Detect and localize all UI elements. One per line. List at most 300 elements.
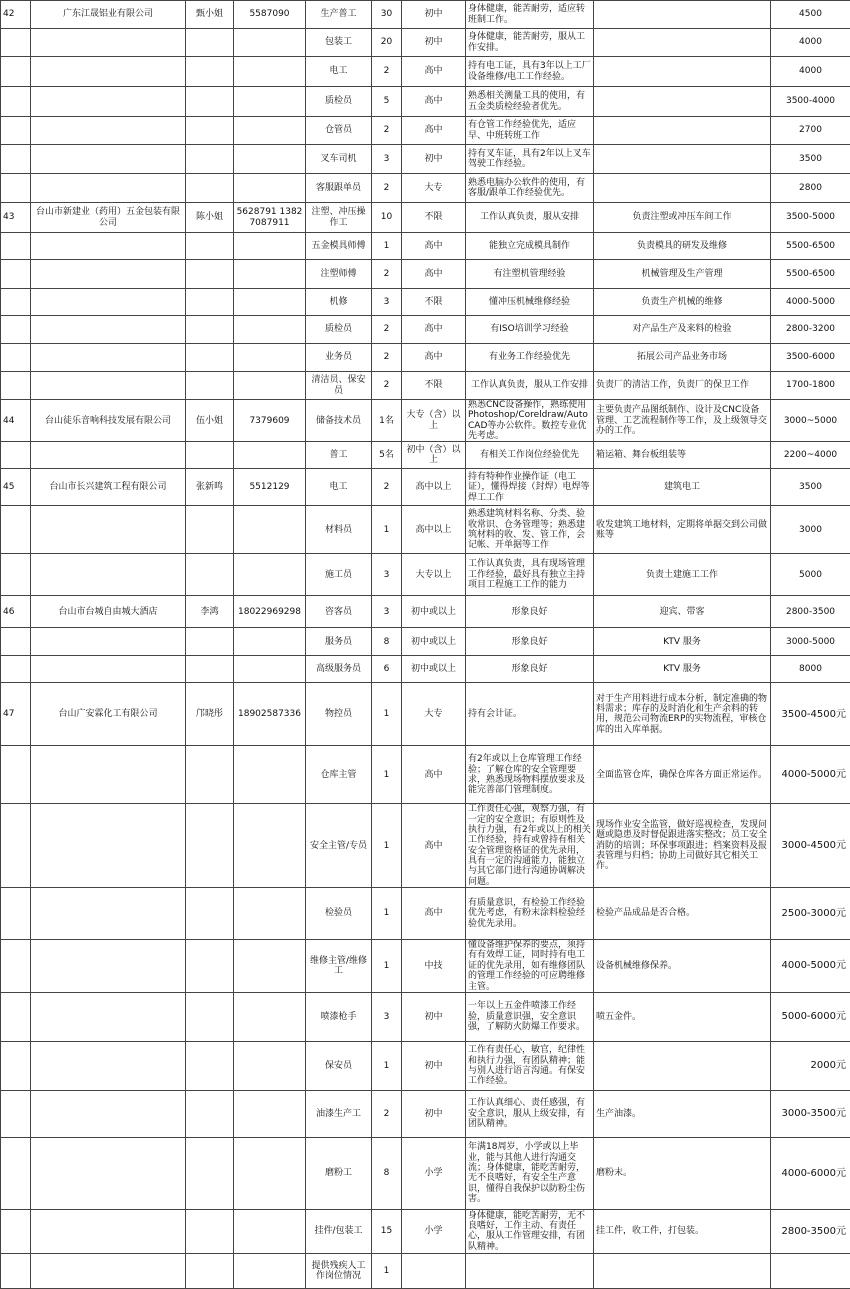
position-cell: 注塑、冲压操作工 <box>306 203 372 233</box>
headcount-cell: 1名 <box>372 400 402 442</box>
duty-cell <box>594 57 771 87</box>
phone-cell <box>234 316 306 344</box>
row-number-cell <box>1 1137 31 1209</box>
requirement-cell: 工作责任心强，观察力强，有一定的安全意识；有原则性及执行力强，有2年或以上的相关工作经验，持有或曾持有相关安全管理资格证的优先录用，具有一定的沟通能力，能独立与其它部门进行沟通协调解决问题。 <box>466 804 594 888</box>
row-number-cell <box>1 174 31 203</box>
company-name-cell <box>31 289 186 316</box>
phone-cell <box>234 174 306 203</box>
phone-cell: 5512129 <box>234 469 306 506</box>
position-cell: 机修 <box>306 289 372 316</box>
requirement-cell: 有业务工作经验优先 <box>466 344 594 372</box>
duty-cell: 迎宾、带客 <box>594 596 771 628</box>
education-cell: 初中或以上 <box>402 628 466 656</box>
requirement-cell: 有质量意识，有检验工作经验优先考虑，有粉末涂料检验经验优先录用。 <box>466 888 594 940</box>
row-number-cell: 47 <box>1 683 31 746</box>
duty-cell: 负责注塑或冲压车间工作 <box>594 203 771 233</box>
table-row <box>1 804 850 888</box>
education-cell <box>402 1253 466 1288</box>
phone-cell <box>234 372 306 400</box>
company-name-cell <box>31 1253 186 1288</box>
contact-person-cell <box>186 233 234 260</box>
phone-cell: 18902587336 <box>234 683 306 746</box>
salary-cell: 4000-5000元 <box>771 940 850 993</box>
phone-cell <box>234 1253 306 1288</box>
contact-person-cell <box>186 804 234 888</box>
salary-cell: 5500-6500 <box>771 260 850 289</box>
position-cell: 仓库主管 <box>306 746 372 804</box>
row-number-cell <box>1 888 31 940</box>
row-number-cell <box>1 260 31 289</box>
salary-cell: 4000-6000元 <box>771 1137 850 1209</box>
company-name-cell: 台山市长兴建筑工程有限公司 <box>31 469 186 506</box>
position-cell: 喷漆枪手 <box>306 992 372 1041</box>
row-number-cell <box>1 506 31 554</box>
position-cell: 储备技术员 <box>306 400 372 442</box>
position-cell: 电工 <box>306 469 372 506</box>
company-name-cell: 台山市新建业（药用）五金包装有限公司 <box>31 203 186 233</box>
table-row <box>1 554 850 596</box>
table-row <box>1 344 850 372</box>
education-cell: 大专以上 <box>402 554 466 596</box>
duty-cell <box>594 1041 771 1090</box>
salary-cell: 3000~5000 <box>771 400 850 442</box>
education-cell: 初中 <box>402 145 466 174</box>
contact-person-cell: 张新鸣 <box>186 469 234 506</box>
table-row <box>1 596 850 628</box>
table-row <box>1 1090 850 1137</box>
company-name-cell: 台山广安霖化工有限公司 <box>31 683 186 746</box>
salary-cell: 3000-4500元 <box>771 804 850 888</box>
education-cell: 大专 <box>402 174 466 203</box>
headcount-cell: 2 <box>372 316 402 344</box>
duty-cell: 全面监管仓库，确保仓库各方面正常运作。 <box>594 746 771 804</box>
position-cell: 维修主管/维修工 <box>306 940 372 993</box>
salary-cell: 2800 <box>771 174 850 203</box>
salary-cell: 2000元 <box>771 1041 850 1090</box>
row-number-cell <box>1 992 31 1041</box>
company-name-cell: 台山市台城自由城大酒店 <box>31 596 186 628</box>
duty-cell <box>594 1253 771 1288</box>
contact-person-cell <box>186 1253 234 1288</box>
duty-cell <box>594 29 771 57</box>
row-number-cell: 42 <box>1 1 31 29</box>
education-cell: 大专（含）以上 <box>402 400 466 442</box>
company-name-cell <box>31 174 186 203</box>
headcount-cell: 2 <box>372 1090 402 1137</box>
contact-person-cell <box>186 1041 234 1090</box>
row-number-cell <box>1 233 31 260</box>
requirement-cell: 身体健康，能吃苦耐劳，无不良嗜好，工作主动、有责任心，服从工作管理安排，有团队精神。 <box>466 1209 594 1253</box>
headcount-cell: 1 <box>372 804 402 888</box>
education-cell: 高中 <box>402 87 466 117</box>
table-row <box>1 87 850 117</box>
row-number-cell <box>1 344 31 372</box>
headcount-cell: 15 <box>372 1209 402 1253</box>
headcount-cell: 20 <box>372 29 402 57</box>
contact-person-cell <box>186 1209 234 1253</box>
contact-person-cell: 陈小姐 <box>186 203 234 233</box>
position-cell: 叉车司机 <box>306 145 372 174</box>
row-number-cell: 44 <box>1 400 31 442</box>
company-name-cell <box>31 554 186 596</box>
education-cell: 初中 <box>402 1090 466 1137</box>
phone-cell <box>234 289 306 316</box>
position-cell: 咨客员 <box>306 596 372 628</box>
headcount-cell: 3 <box>372 145 402 174</box>
education-cell: 高中 <box>402 57 466 87</box>
salary-cell: 2800-3500 <box>771 596 850 628</box>
salary-cell: 3500 <box>771 145 850 174</box>
contact-person-cell <box>186 145 234 174</box>
salary-cell: 5500-6500 <box>771 233 850 260</box>
row-number-cell <box>1 29 31 57</box>
contact-person-cell: 李鸿 <box>186 596 234 628</box>
table-row <box>1 506 850 554</box>
requirement-cell: 形象良好 <box>466 628 594 656</box>
contact-person-cell <box>186 289 234 316</box>
salary-cell: 4000 <box>771 29 850 57</box>
requirement-cell: 持有特种作业操作证（电工证），懂得焊接（封焊）电焊等焊工工作 <box>466 469 594 506</box>
requirement-cell: 有2年或以上仓库管理工作经验；了解仓库的安全管理要求，熟悉现场物料摆放要求及能完善部门管理制度。 <box>466 746 594 804</box>
position-cell: 质检员 <box>306 316 372 344</box>
requirement-cell: 有相关工作岗位经验优先 <box>466 442 594 469</box>
company-name-cell <box>31 344 186 372</box>
requirement-cell: 熟悉电脑办公软件的使用，有客服/跟单工作经验优先。 <box>466 174 594 203</box>
headcount-cell: 2 <box>372 174 402 203</box>
requirement-cell: 年满18周岁，小学或以上毕业，能与其他人进行沟通交流；身体健康，能吃苦耐劳，无不良嗜好，有安全生产意识，懂得自我保护以防粉尘伤害。 <box>466 1137 594 1209</box>
requirement-cell: 持有会计证。 <box>466 683 594 746</box>
company-name-cell <box>31 506 186 554</box>
headcount-cell: 2 <box>372 260 402 289</box>
education-cell: 初中 <box>402 1041 466 1090</box>
position-cell: 清洁员、保安员 <box>306 372 372 400</box>
contact-person-cell <box>186 174 234 203</box>
table-row <box>1 117 850 145</box>
education-cell: 高中 <box>402 888 466 940</box>
table-row <box>1 1137 850 1209</box>
phone-cell <box>234 940 306 993</box>
headcount-cell: 30 <box>372 1 402 29</box>
duty-cell: 负责土建施工工作 <box>594 554 771 596</box>
position-cell: 业务员 <box>306 344 372 372</box>
requirement-cell: 形象良好 <box>466 596 594 628</box>
position-cell: 物控员 <box>306 683 372 746</box>
company-name-cell <box>31 1137 186 1209</box>
duty-cell: 对于生产用料进行成本分析，制定准确的物料需求；库存的及时消化和生产余料的转用，规范公司物流ERP的实物流程，审核仓库的出入库单据。 <box>594 683 771 746</box>
phone-cell <box>234 888 306 940</box>
jobs-table-body <box>1 1 850 1289</box>
contact-person-cell <box>186 628 234 656</box>
education-cell: 高中以上 <box>402 469 466 506</box>
row-number-cell <box>1 289 31 316</box>
phone-cell: 18022969298 <box>234 596 306 628</box>
contact-person-cell <box>186 29 234 57</box>
position-cell: 仓管员 <box>306 117 372 145</box>
company-name-cell <box>31 628 186 656</box>
table-row <box>1 992 850 1041</box>
position-cell: 磨粉工 <box>306 1137 372 1209</box>
position-cell: 施工员 <box>306 554 372 596</box>
contact-person-cell <box>186 316 234 344</box>
contact-person-cell <box>186 656 234 683</box>
row-number-cell: 43 <box>1 203 31 233</box>
contact-person-cell <box>186 344 234 372</box>
headcount-cell: 3 <box>372 596 402 628</box>
table-row <box>1 940 850 993</box>
salary-cell: 2800-3200 <box>771 316 850 344</box>
contact-person-cell <box>186 442 234 469</box>
salary-cell: 3000 <box>771 506 850 554</box>
row-number-cell <box>1 628 31 656</box>
headcount-cell: 2 <box>372 469 402 506</box>
duty-cell <box>594 145 771 174</box>
company-name-cell: 台山徒乐音响科技发展有限公司 <box>31 400 186 442</box>
company-name-cell <box>31 804 186 888</box>
phone-cell <box>234 260 306 289</box>
requirement-cell: 形象良好 <box>466 656 594 683</box>
salary-cell: 4500 <box>771 1 850 29</box>
row-number-cell <box>1 442 31 469</box>
duty-cell: 拓展公司产品业务市场 <box>594 344 771 372</box>
contact-person-cell: 伍小姐 <box>186 400 234 442</box>
salary-cell: 2200~4000 <box>771 442 850 469</box>
headcount-cell: 1 <box>372 888 402 940</box>
requirement-cell: 熟悉建筑材料名称、分类、验收常识、仓务管理等；熟悉建筑材料的收、发、管工作，会记帐、开单据等工作 <box>466 506 594 554</box>
salary-cell: 3500-5000 <box>771 203 850 233</box>
phone-cell <box>234 1137 306 1209</box>
duty-cell: 收发建筑工地材料，定期将单据交到公司做账等 <box>594 506 771 554</box>
requirement-cell <box>466 1253 594 1288</box>
table-row <box>1 1253 850 1288</box>
table-row <box>1 683 850 746</box>
requirement-cell: 工作认真负责，服从工作安排 <box>466 372 594 400</box>
row-number-cell <box>1 1090 31 1137</box>
row-number-cell <box>1 145 31 174</box>
company-name-cell <box>31 656 186 683</box>
company-name-cell <box>31 992 186 1041</box>
requirement-cell: 持有电工证，具有3年以上工厂设备维修/电工工作经验。 <box>466 57 594 87</box>
duty-cell: KTV 服务 <box>594 628 771 656</box>
duty-cell: KTV 服务 <box>594 656 771 683</box>
row-number-cell: 46 <box>1 596 31 628</box>
education-cell: 初中（含）以上 <box>402 442 466 469</box>
salary-cell: 4000-5000元 <box>771 746 850 804</box>
requirement-cell: 能独立完成模具制作 <box>466 233 594 260</box>
duty-cell: 现场作业安全监管，做好巡视检查，发现问题或隐患及时督促跟进落实整改；员工安全消防的培训；环保事项跟进；档案资料及报表管理与归档；协助上司做好其它相关工作。 <box>594 804 771 888</box>
contact-person-cell <box>186 1090 234 1137</box>
education-cell: 高中 <box>402 117 466 145</box>
table-row <box>1 57 850 87</box>
table-row <box>1 260 850 289</box>
education-cell: 初中或以上 <box>402 596 466 628</box>
headcount-cell: 2 <box>372 117 402 145</box>
row-number-cell <box>1 940 31 993</box>
position-cell: 提供残疾人工作岗位情况 <box>306 1253 372 1288</box>
requirement-cell: 身体健康，能苦耐劳，适应转班制工作。 <box>466 1 594 29</box>
contact-person-cell <box>186 992 234 1041</box>
requirement-cell: 工作认真细心、责任感强，有安全意识，服从上级安排，有团队精神。 <box>466 1090 594 1137</box>
phone-cell: 5628791 13827087911 <box>234 203 306 233</box>
duty-cell: 负责生产机械的维修 <box>594 289 771 316</box>
duty-cell: 建筑电工 <box>594 469 771 506</box>
duty-cell <box>594 87 771 117</box>
requirement-cell: 有注塑机管理经验 <box>466 260 594 289</box>
salary-cell: 5000-6000元 <box>771 992 850 1041</box>
requirement-cell: 懂设备维护保养的要点，须持有有效焊工证，同时持有电工证的优先录用，如有维修团队的管理工作经验的可应聘维修主管。 <box>466 940 594 993</box>
phone-cell <box>234 1209 306 1253</box>
contact-person-cell <box>186 554 234 596</box>
contact-person-cell <box>186 1137 234 1209</box>
row-number-cell <box>1 1253 31 1288</box>
row-number-cell: 45 <box>1 469 31 506</box>
education-cell: 初中 <box>402 29 466 57</box>
contact-person-cell <box>186 746 234 804</box>
phone-cell <box>234 628 306 656</box>
position-cell: 保安员 <box>306 1041 372 1090</box>
headcount-cell: 3 <box>372 554 402 596</box>
phone-cell <box>234 117 306 145</box>
headcount-cell: 3 <box>372 992 402 1041</box>
headcount-cell: 5 <box>372 87 402 117</box>
duty-cell: 主要负责产品图纸制作、设计及CNC设备管理、工艺流程制作等工作，及上级领导交办的工作。 <box>594 400 771 442</box>
position-cell: 挂件/包装工 <box>306 1209 372 1253</box>
salary-cell: 4000 <box>771 57 850 87</box>
contact-person-cell: 邝晓彤 <box>186 683 234 746</box>
row-number-cell <box>1 316 31 344</box>
education-cell: 大专 <box>402 683 466 746</box>
position-cell: 安全主管/专员 <box>306 804 372 888</box>
education-cell: 初中 <box>402 1 466 29</box>
duty-cell: 生产油漆。 <box>594 1090 771 1137</box>
headcount-cell: 2 <box>372 57 402 87</box>
table-row <box>1 628 850 656</box>
headcount-cell: 1 <box>372 940 402 993</box>
phone-cell <box>234 746 306 804</box>
contact-person-cell <box>186 117 234 145</box>
company-name-cell <box>31 442 186 469</box>
contact-person-cell <box>186 940 234 993</box>
salary-cell: 2700 <box>771 117 850 145</box>
phone-cell <box>234 442 306 469</box>
requirement-cell: 熟悉CNC设备操作，熟练使用Photoshop/Coreldraw/AutoCAD等办公软件。数控专业优先考虑。 <box>466 400 594 442</box>
education-cell: 高中 <box>402 233 466 260</box>
company-name-cell: 广东江晟铝业有限公司 <box>31 1 186 29</box>
row-number-cell <box>1 1209 31 1253</box>
salary-cell: 2500-3000元 <box>771 888 850 940</box>
position-cell: 包装工 <box>306 29 372 57</box>
table-row <box>1 469 850 506</box>
duty-cell: 负责模具的研发及维修 <box>594 233 771 260</box>
table-row <box>1 203 850 233</box>
headcount-cell: 1 <box>372 1041 402 1090</box>
contact-person-cell <box>186 260 234 289</box>
duty-cell: 喷五金件。 <box>594 992 771 1041</box>
salary-cell: 4000-5000 <box>771 289 850 316</box>
education-cell: 高中 <box>402 316 466 344</box>
requirement-cell: 工作认真负责，服从安排 <box>466 203 594 233</box>
headcount-cell: 1 <box>372 1253 402 1288</box>
headcount-cell: 6 <box>372 656 402 683</box>
education-cell: 小学 <box>402 1209 466 1253</box>
company-name-cell <box>31 316 186 344</box>
company-name-cell <box>31 260 186 289</box>
headcount-cell: 5名 <box>372 442 402 469</box>
phone-cell <box>234 804 306 888</box>
salary-cell: 3500-4500元 <box>771 683 850 746</box>
table-row <box>1 746 850 804</box>
table-row <box>1 174 850 203</box>
salary-cell: 3500-4000 <box>771 87 850 117</box>
company-name-cell <box>31 746 186 804</box>
requirement-cell: 工作认真负责，具有现场管理工作经验，最好具有独立主持项目工程施工工作的能力 <box>466 554 594 596</box>
phone-cell <box>234 344 306 372</box>
phone-cell <box>234 554 306 596</box>
salary-cell: 1700-1800 <box>771 372 850 400</box>
salary-cell: 3500 <box>771 469 850 506</box>
row-number-cell <box>1 746 31 804</box>
table-row <box>1 372 850 400</box>
headcount-cell: 1 <box>372 233 402 260</box>
headcount-cell: 2 <box>372 344 402 372</box>
phone-cell <box>234 87 306 117</box>
company-name-cell <box>31 29 186 57</box>
phone-cell <box>234 1090 306 1137</box>
duty-cell <box>594 117 771 145</box>
phone-cell <box>234 57 306 87</box>
position-cell: 生产普工 <box>306 1 372 29</box>
education-cell: 高中 <box>402 260 466 289</box>
contact-person-cell: 甄小姐 <box>186 1 234 29</box>
row-number-cell <box>1 1041 31 1090</box>
salary-cell: 3000-5000 <box>771 628 850 656</box>
phone-cell: 5587090 <box>234 1 306 29</box>
salary-cell: 2800-3500元 <box>771 1209 850 1253</box>
salary-cell: 8000 <box>771 656 850 683</box>
requirement-cell: 一年以上五金件喷漆工作经验，质量意识强，安全意识强，了解防火防爆工作要求。 <box>466 992 594 1041</box>
requirement-cell: 懂冲压机械维修经验 <box>466 289 594 316</box>
position-cell: 质检员 <box>306 87 372 117</box>
education-cell: 中技 <box>402 940 466 993</box>
education-cell: 不限 <box>402 372 466 400</box>
row-number-cell <box>1 372 31 400</box>
duty-cell: 检验产品成品是否合格。 <box>594 888 771 940</box>
headcount-cell: 8 <box>372 628 402 656</box>
education-cell: 小学 <box>402 1137 466 1209</box>
company-name-cell <box>31 1041 186 1090</box>
education-cell: 不限 <box>402 203 466 233</box>
row-number-cell <box>1 57 31 87</box>
position-cell: 材料员 <box>306 506 372 554</box>
headcount-cell: 8 <box>372 1137 402 1209</box>
salary-cell: 3500-6000 <box>771 344 850 372</box>
duty-cell: 负责厂的清洁工作，负责厂的保卫工作 <box>594 372 771 400</box>
contact-person-cell <box>186 87 234 117</box>
education-cell: 不限 <box>402 289 466 316</box>
salary-cell <box>771 1253 850 1288</box>
requirement-cell: 有仓管工作经验优先，适应早、中班转班工作 <box>466 117 594 145</box>
company-name-cell <box>31 1209 186 1253</box>
table-row <box>1 1041 850 1090</box>
headcount-cell: 1 <box>372 746 402 804</box>
duty-cell: 机械管理及生产管理 <box>594 260 771 289</box>
requirement-cell: 身体健康，能苦耐劳，服从工作安排。 <box>466 29 594 57</box>
company-name-cell <box>31 117 186 145</box>
company-name-cell <box>31 145 186 174</box>
table-row <box>1 1209 850 1253</box>
duty-cell: 设备机械维修保养。 <box>594 940 771 993</box>
company-name-cell <box>31 372 186 400</box>
headcount-cell: 3 <box>372 289 402 316</box>
